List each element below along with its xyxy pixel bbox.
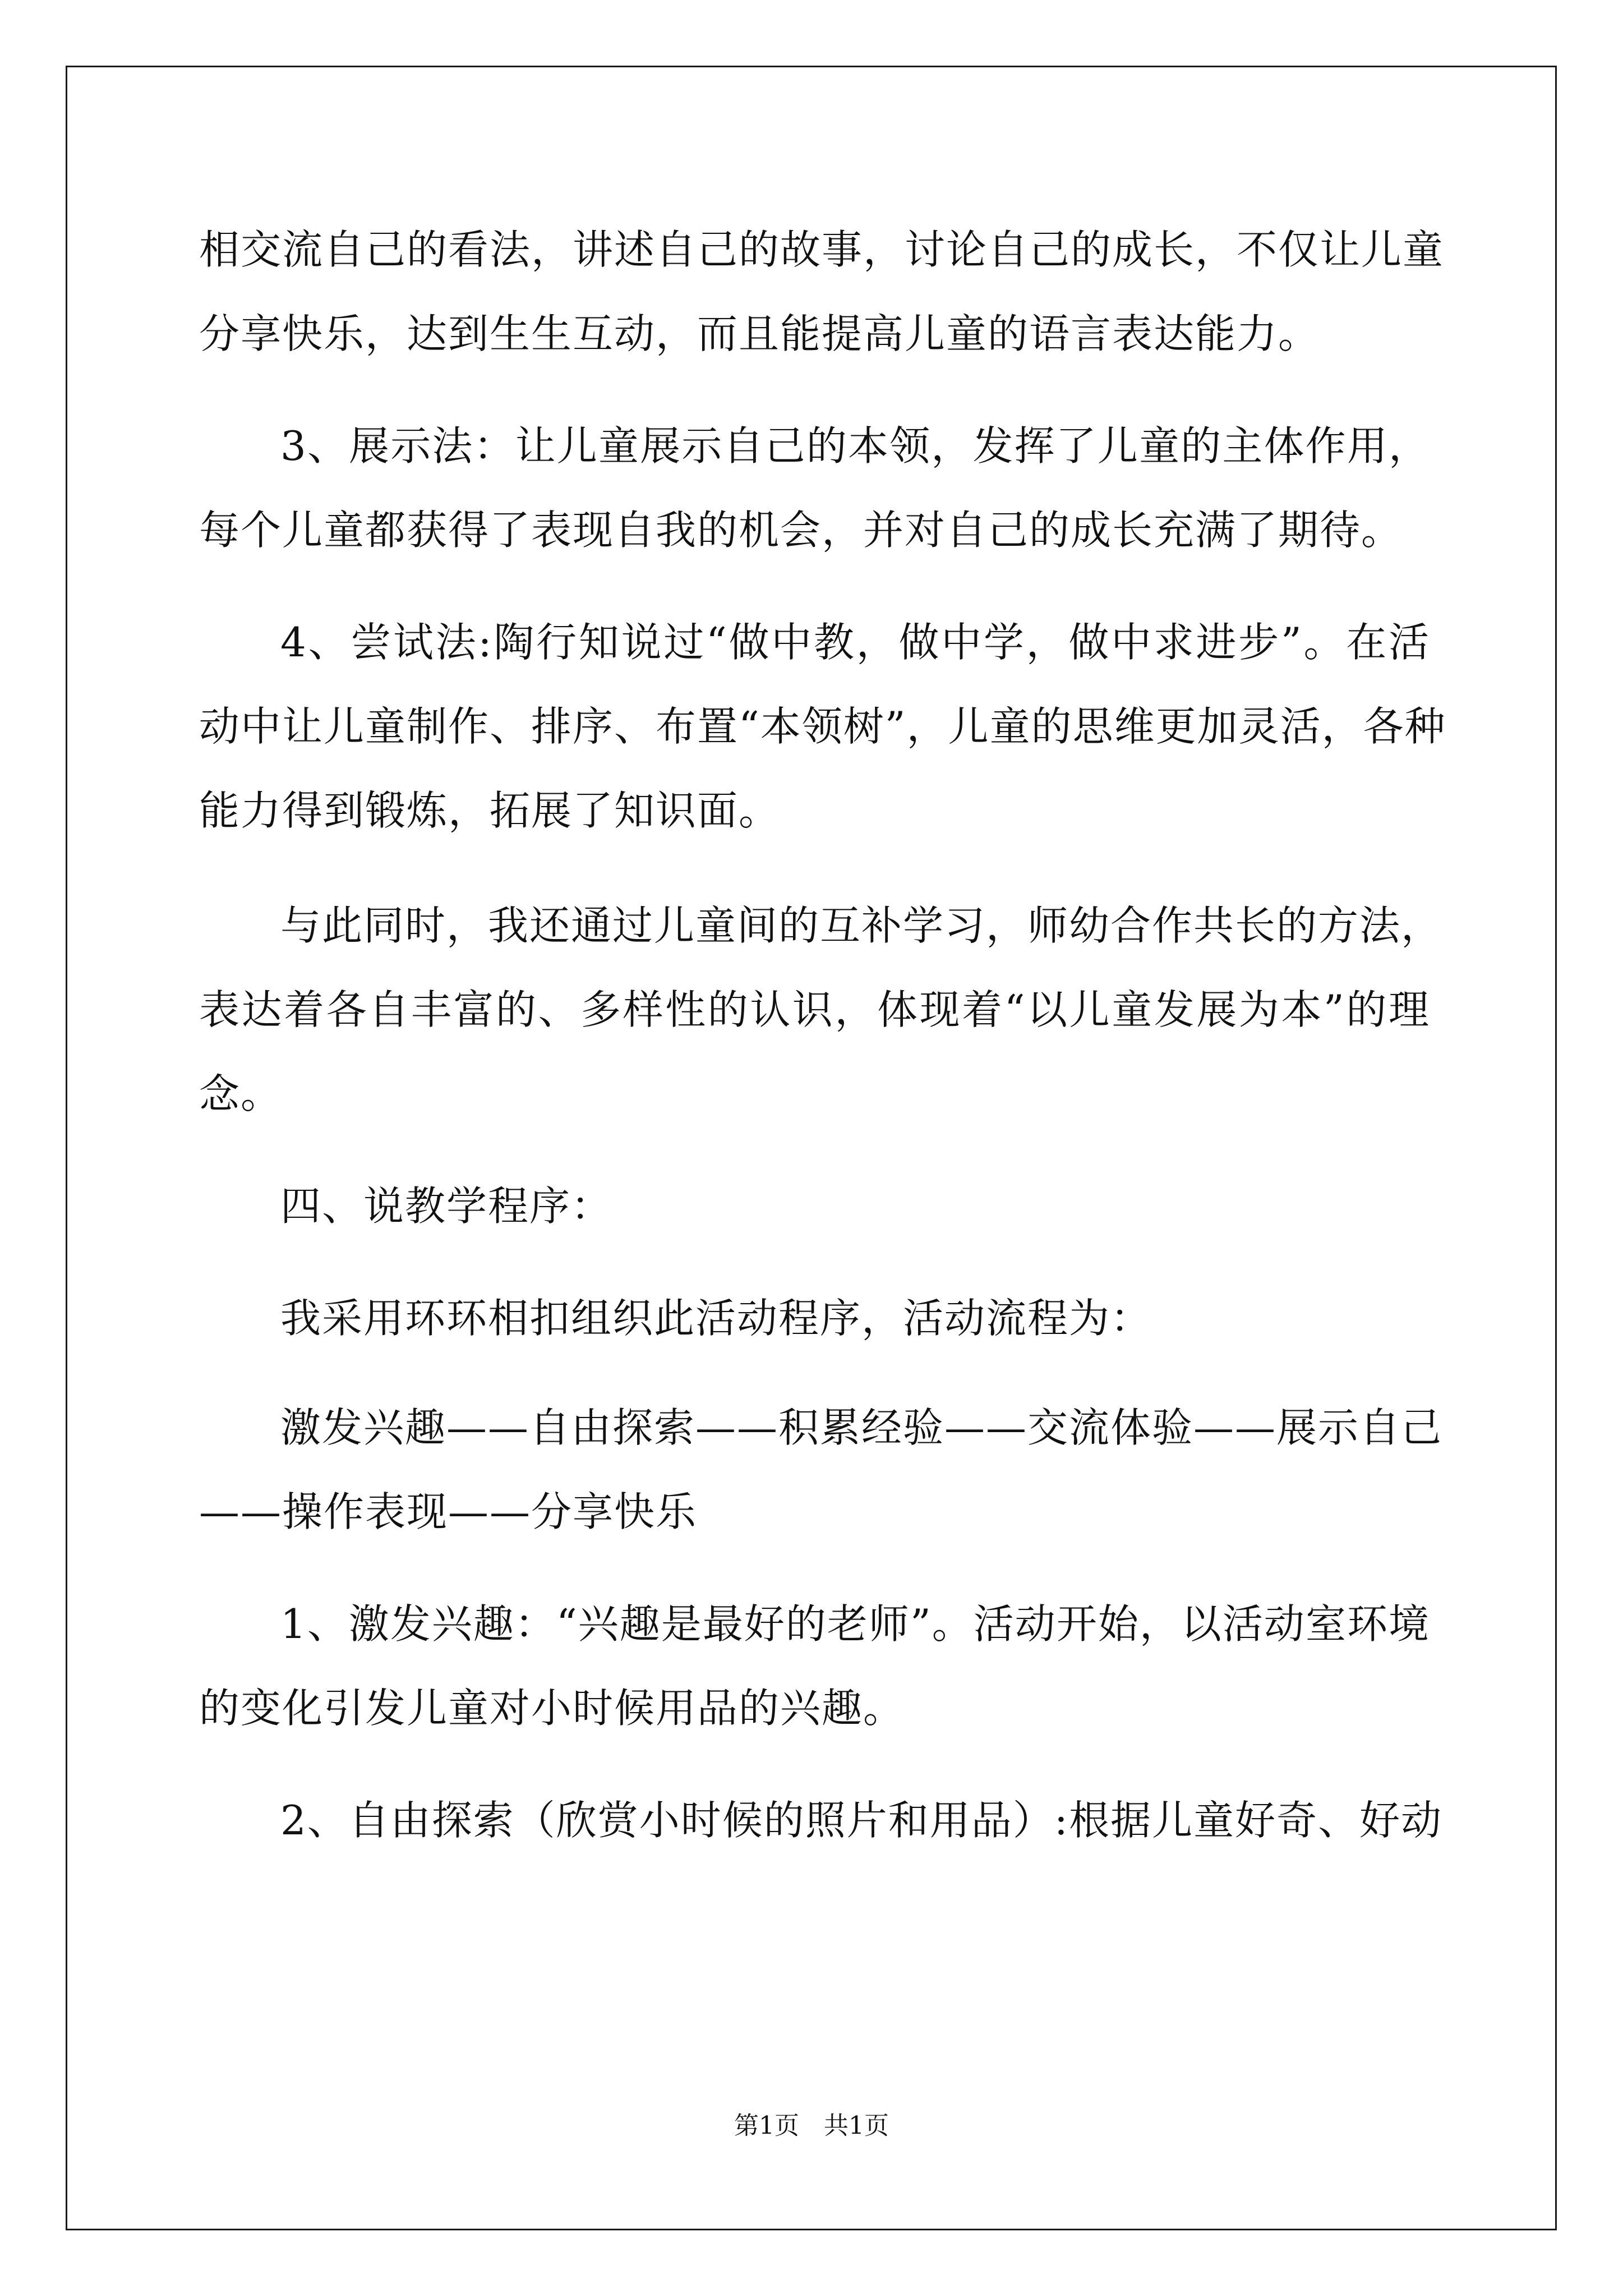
page-number-footer: 第1页 共1页 — [734, 2111, 889, 2140]
paragraph-line: 4、尝试法:陶行知说过“做中教，做中学，做中求进步”。在活 — [280, 619, 1430, 666]
paragraph-line: 1、激发兴趣：“兴趣是最好的老师”。活动开始，以活动室环境 — [280, 1600, 1430, 1648]
paragraph-line: 3、展示法：让儿童展示自己的本领，发挥了儿童的主体作用， — [280, 422, 1430, 470]
paragraph-line: 表达着各自丰富的、多样性的认识，体现着“以儿童发展为本”的理 — [199, 986, 1430, 1033]
paragraph-line: 激发兴趣——自由探索——积累经验——交流体验——展示自己 — [280, 1404, 1443, 1451]
page-border — [66, 66, 1557, 2230]
paragraph-line: 与此同时，我还通过儿童间的互补学习，师幼合作共长的方法， — [280, 902, 1443, 949]
paragraph-line: 每个儿童都获得了表现自我的机会，并对自己的成长充满了期待。 — [199, 507, 1403, 554]
section-heading: 四、说教学程序： — [280, 1182, 613, 1230]
paragraph-line: 分享快乐，达到生生互动，而且能提高儿童的语言表达能力。 — [199, 310, 1320, 357]
paragraph-line: 我采用环环相扣组织此活动程序，活动流程为： — [280, 1295, 1152, 1342]
paragraph-line: 2、自由探索（欣赏小时候的照片和用品）:根据儿童好奇、好动 — [280, 1797, 1443, 1844]
paragraph-line: ——操作表现——分享快乐 — [199, 1488, 698, 1535]
paragraph-line: 念。 — [199, 1070, 283, 1117]
paragraph-line: 动中让儿童制作、排序、布置“本领树”，儿童的思维更加灵活，各种 — [199, 703, 1446, 750]
paragraph-line: 的变化引发儿童对小时候用品的兴趣。 — [199, 1685, 905, 1732]
paragraph-line: 能力得到锻炼，拓展了知识面。 — [199, 787, 781, 834]
paragraph-line: 相交流自己的看法，讲述自己的故事，讨论自己的成长，不仅让儿童 — [199, 226, 1445, 273]
